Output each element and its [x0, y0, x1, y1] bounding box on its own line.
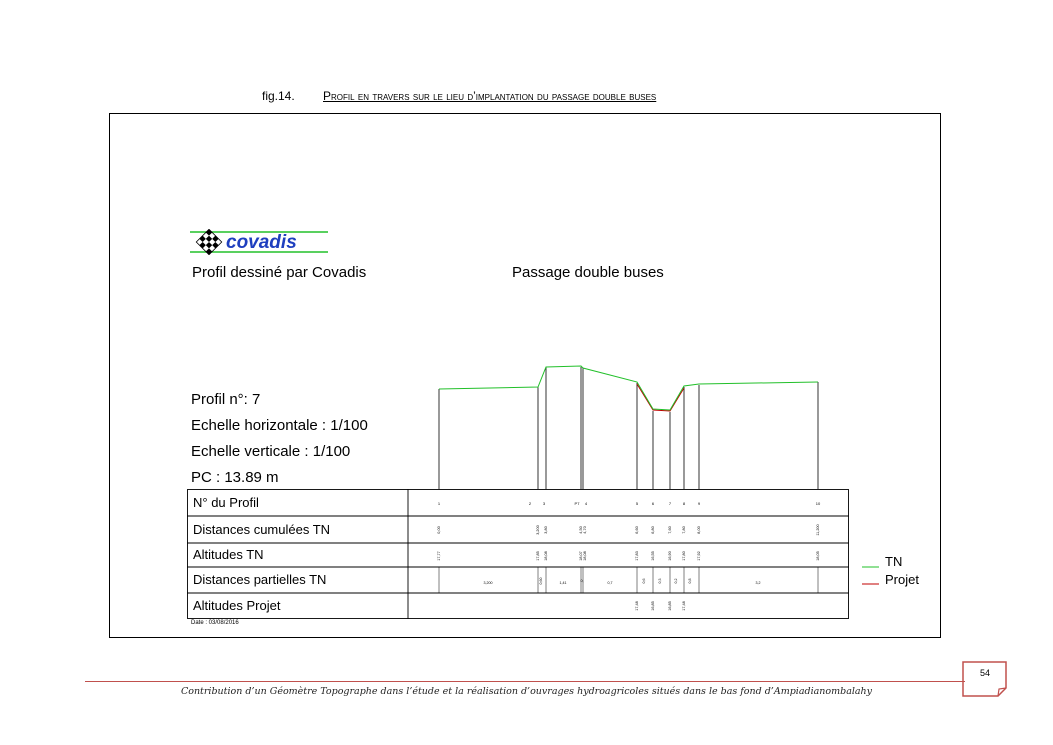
dist-part-value: 0,8: [688, 578, 692, 584]
dist-cum-value: 7,60: [668, 526, 672, 534]
point-number: 6: [651, 501, 655, 506]
page-number: 54: [979, 668, 991, 678]
echelle-horizontale: Echelle horizontale : 1/100: [191, 417, 368, 434]
alt-tn-value: 17,77: [437, 551, 441, 561]
covadis-logo: [190, 229, 330, 255]
profil-number: Profil n°: 7: [191, 391, 261, 408]
alt-tn-value: 17,85: [536, 551, 540, 561]
dist-part-value: 1,41: [559, 581, 567, 585]
alt-tn-value: 18,08: [583, 551, 587, 561]
point-number: P7: [574, 501, 580, 506]
brand-line: Profil dessiné par Covadis: [192, 264, 367, 281]
dist-cum-value: 3,80: [544, 526, 548, 534]
dist-cum-value: 6,60: [635, 526, 639, 534]
dist-part-value: 0,2: [674, 578, 678, 584]
figure-title: Profil en travers sur le lieu d’implantation du passage double buses: [323, 89, 657, 103]
alt-tn-value: 17,92: [697, 551, 701, 561]
dist-cum-value: 4,70: [583, 526, 587, 534]
dist-cum-value: 0,00: [437, 526, 441, 534]
dist-cum-value: 8,00: [697, 526, 701, 534]
point-number: 1: [437, 501, 441, 506]
point-number: 4: [584, 501, 588, 506]
logo-text: covadis: [226, 232, 297, 253]
point-number: 7: [668, 501, 672, 506]
footer-rule: [85, 681, 965, 682]
alt-tn-value: 16,90: [668, 551, 672, 561]
profile-data-table: [187, 489, 849, 619]
figure-caption: [262, 89, 656, 103]
dist-part-value: 3,2: [755, 581, 761, 585]
row-label-dist-cum: Distances cumulées TN: [193, 522, 331, 537]
row-label-alt-projet: Altitudes Projet: [193, 598, 281, 613]
drawing-date: Date : 03/08/2016: [191, 620, 239, 626]
footer-text: Contribution d’un Géomètre Topographe dans l’étude et la réalisation d’ouvrages hydroagricoles situés dans le bas fond d’Ampiadianombalahy: [180, 686, 873, 697]
dist-part-value: 0,6: [642, 578, 646, 584]
profile-plot: [430, 360, 830, 490]
dist-part-value: 3,200: [483, 581, 493, 585]
legend: [862, 553, 952, 593]
alt-tn-value: 18,08: [544, 551, 548, 561]
alt-tn-value: 17,83: [635, 551, 639, 561]
echelle-verticale: Echelle verticale : 1/100: [191, 443, 351, 460]
dist-part-value: 0,60: [539, 577, 543, 585]
alt-tn-value: 18,07: [579, 551, 583, 561]
alt-tn-value: 17,80: [682, 551, 686, 561]
dist-cum-value: 4,50: [579, 526, 583, 534]
legend-projet-label: Projet: [885, 572, 919, 587]
point-number: 5: [635, 501, 639, 506]
tn-line: [439, 366, 818, 410]
dist-part-value: 0,: [580, 579, 584, 583]
point-number: 9: [697, 501, 701, 506]
point-number: 10: [815, 501, 821, 506]
legend-tn-label: TN: [885, 554, 903, 569]
plan-comparaison: PC : 13.89 m: [191, 469, 279, 486]
row-label-profil: N° du Profil: [193, 495, 259, 510]
dist-part-value: 0,3: [658, 578, 662, 584]
project-title: Passage double buses: [512, 264, 664, 281]
alt-tn-value: 16,55: [651, 551, 655, 561]
dist-cum-value: 3,200: [536, 525, 540, 535]
checker-diamond-icon: [196, 229, 221, 254]
alt-projet-value: 17,48: [682, 601, 686, 611]
alt-projet-value: 17,48: [635, 601, 639, 611]
point-number: 3: [542, 501, 546, 506]
alt-projet-value: 16,85: [651, 601, 655, 611]
alt-projet-value: 16,85: [668, 601, 672, 611]
dist-cum-value: 11,200: [816, 524, 820, 536]
dist-cum-value: 7,80: [682, 526, 686, 534]
row-label-dist-part: Distances partielles TN: [193, 572, 327, 587]
dist-cum-value: 6,80: [651, 526, 655, 534]
alt-tn-value: 18,05: [816, 551, 820, 561]
dist-part-value: 0,7: [607, 581, 613, 585]
row-label-alt-tn: Altitudes TN: [193, 547, 264, 562]
point-number: 2: [528, 501, 532, 506]
point-number: 8: [682, 501, 686, 506]
figure-number: fig.14.: [262, 89, 295, 103]
